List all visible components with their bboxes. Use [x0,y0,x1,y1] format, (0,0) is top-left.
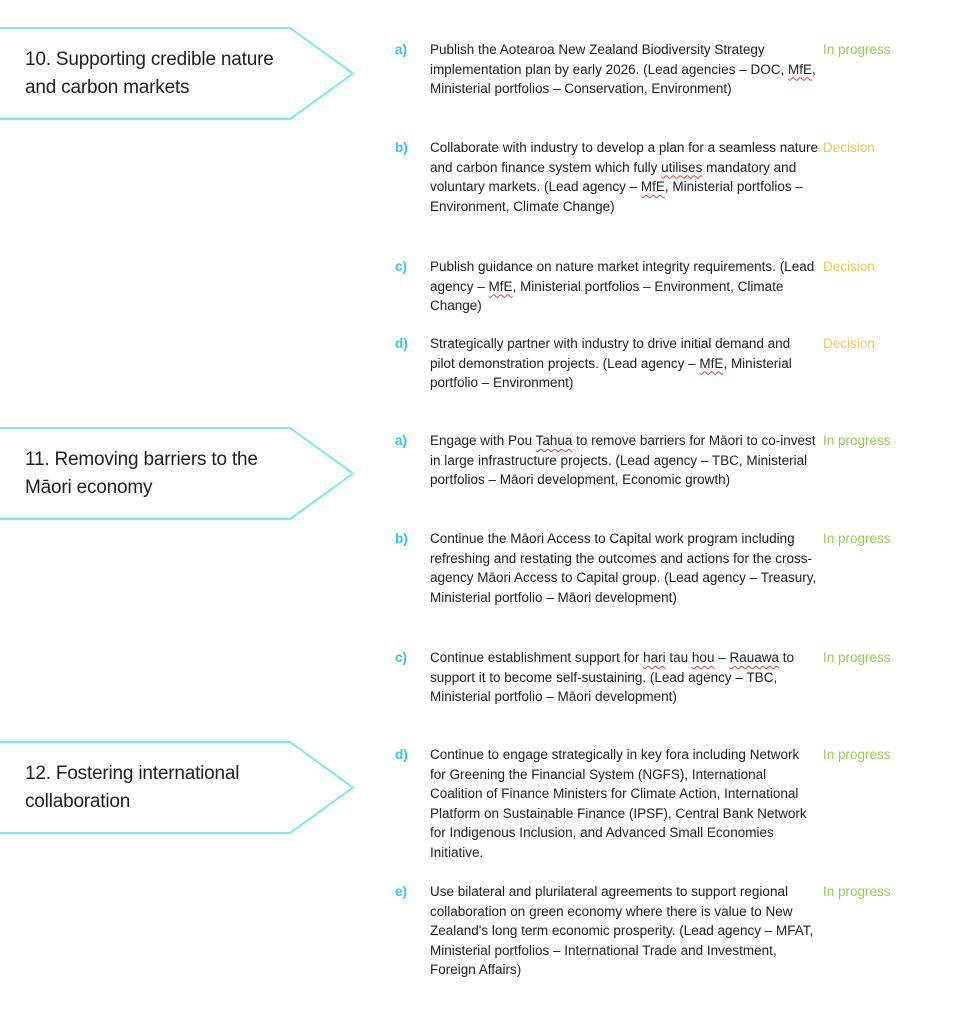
item-text [430,431,818,490]
text-segment: Publish the Aotearoa New Zealand Biodiversity Strategy implementation plan by early 2026. (Lead agencies – DOC, [430,42,788,77]
status-label: In progress [823,42,891,57]
item-letter: c) [395,259,408,274]
action-item-row [395,431,965,490]
action-item-row [395,40,965,99]
text-segment: to support it to become self-sustaining. (Lead agency – TBC, Ministerial portfolio – Māori development) [430,650,795,704]
text-segment: , Ministerial portfolios – Environment, Climate Change) [430,278,784,313]
misspelled-word: MfE [699,355,724,371]
item-text [430,882,818,980]
section-banner-10 [0,27,356,120]
item-letter: c) [395,650,408,665]
misspelled-word: utilises [661,159,703,175]
text-segment: Continue to engage strategically in key fora including Network for Greening the Financial System (NGFS), International Coalition of Finance Ministers for Climate Action, International Platform on Sustainable Finance (IPSF), Central Bank Network for Indigenous Inclusion, and Advanced Small Economies Initiative. [430,747,807,860]
section-banner-11 [0,427,356,520]
text-segment: mandatory and voluntary markets. (Lead agency – [430,159,797,194]
item-text [430,529,818,607]
action-item-row [395,257,965,316]
misspelled-word: MfE [787,61,812,77]
item-text [430,138,818,216]
action-item-row [395,334,965,393]
action-item-row [395,529,965,607]
status-label: In progress [823,747,891,762]
item-letter: b) [395,531,408,546]
status-label: In progress [823,884,891,899]
text-segment: Publish guidance on nature market integrity requirements. (Lead agency – [430,259,815,294]
banner-title: 11. Removing barriers to the Māori economy [25,448,258,498]
text-segment: Use bilateral and plurilateral agreements to support regional collaboration on green economy where there is value to New Zealand's long term economic prosperity. (Lead agency – MFAT, Ministerial portfolios – International Trade and Investment, Foreign Affairs) [430,884,814,977]
misspelled-word: Rauawa [729,650,779,665]
text-segment: , Ministerial portfolios – Conservation, Environment) [430,61,816,96]
status-label: Decision [823,336,875,351]
item-letter: d) [395,336,408,351]
text-segment: Continue establishment support for [430,650,644,665]
text-segment: , Ministerial portfolios – Environment, Climate Change) [430,179,803,214]
banner-title: 10. Supporting credible nature and carbon markets [25,48,274,98]
action-item-row [395,745,965,862]
action-item-row [395,648,965,707]
item-text [430,745,818,862]
text-segment: Engage with Pou [430,433,536,448]
item-text [430,257,818,316]
misspelled-word: MfE [640,179,665,194]
item-letter: e) [395,884,408,899]
misspelled-word: hou [691,650,715,665]
misspelled-word: hari [643,650,666,665]
status-label: In progress [823,531,891,546]
item-text [430,334,818,393]
item-letter: d) [395,747,408,762]
item-text [430,648,818,707]
text-segment: Collaborate with industry to develop a plan for a seamless nature and carbon finance system which fully [430,140,818,175]
text-segment: Strategically partner with industry to drive initial demand and pilot demonstration projects. (Lead agency – [430,336,791,371]
item-letter: a) [395,433,408,448]
misspelled-word: MfE [488,278,513,294]
text-segment: – [714,650,730,665]
status-label: In progress [823,650,891,665]
item-text [430,40,818,99]
item-letter: b) [395,140,408,155]
action-item-row [395,138,965,216]
text-segment: , Ministerial portfolio – Environment) [430,355,792,390]
text-segment: tau [665,650,692,665]
status-label: Decision [823,259,875,274]
text-segment: Continue the Māori Access to Capital work program including refreshing and restating the outcomes and actions for the cross-agency Māori Access to Capital group. (Lead agency – Treasury, Ministerial portfolio – Māori development) [430,531,817,605]
banner-title: 12. Fostering international collaboration [25,762,240,812]
status-label: Decision [823,140,875,155]
misspelled-word: Tahua [535,433,573,448]
action-item-row [395,882,965,980]
section-banner-12 [0,741,356,834]
item-letter: a) [395,42,408,57]
status-label: In progress [823,433,891,448]
text-segment: to remove barriers for Māori to co-invest in large infrastructure projects. (Lead agency – TBC, Ministerial portfolios – Māori development, Economic growth) [430,433,816,487]
